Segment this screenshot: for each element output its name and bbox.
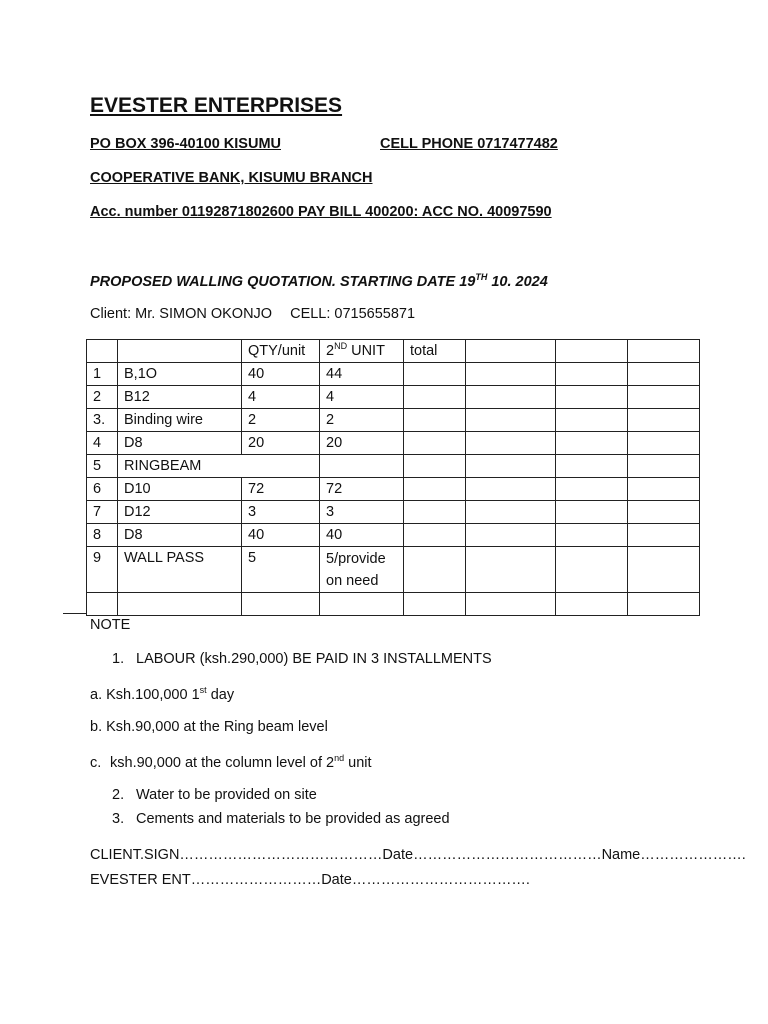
note-title: NOTE xyxy=(90,617,131,633)
note-a-prefix: a. Ksh.100,000 1 xyxy=(90,686,200,703)
header-cell xyxy=(628,340,700,363)
row-empty xyxy=(628,524,700,547)
row-empty xyxy=(628,363,700,386)
header-qty: QTY/unit xyxy=(242,340,320,363)
table-row xyxy=(87,409,700,432)
row-item xyxy=(118,593,242,616)
unit2-prefix: 2 xyxy=(326,343,335,359)
note-item-2 xyxy=(112,787,317,803)
note-c-prefix: ksh.90,000 at the column level of 2 xyxy=(110,754,335,771)
unit2-suffix: UNIT xyxy=(347,343,385,359)
row-unit2: 4 xyxy=(320,386,404,409)
row-empty xyxy=(556,501,628,524)
table-row xyxy=(87,478,700,501)
client-line xyxy=(90,306,415,322)
row-qty: 20 xyxy=(242,432,320,455)
row-empty xyxy=(556,386,628,409)
row-unit2 xyxy=(320,593,404,616)
row-qty: 3 xyxy=(242,501,320,524)
row-number: 6 xyxy=(87,478,118,501)
row-unit2: 3 xyxy=(320,501,404,524)
account-details: Acc. number 01192871802600 PAY BILL 400200: ACC NO. 40097590 xyxy=(90,204,552,220)
row-unit2: 20 xyxy=(320,432,404,455)
header-cell xyxy=(466,340,556,363)
row-empty xyxy=(628,455,700,478)
row-empty xyxy=(466,593,556,616)
row-total xyxy=(404,455,466,478)
row-total xyxy=(404,432,466,455)
row-number: 9 xyxy=(87,547,118,593)
table-row xyxy=(87,547,700,593)
table-row xyxy=(87,524,700,547)
proposal-suffix: 10. 2024 xyxy=(487,273,548,290)
table-row xyxy=(87,363,700,386)
row-empty xyxy=(628,501,700,524)
header-cell xyxy=(118,340,242,363)
row-item: D8 xyxy=(118,524,242,547)
client-signature-line: CLIENT.SIGN……………………………………Date…………………………………Name…………………. xyxy=(90,847,746,863)
note-text: Water to be provided on site xyxy=(136,787,317,803)
row-empty xyxy=(466,547,556,593)
row-empty xyxy=(466,455,556,478)
row-total xyxy=(404,386,466,409)
row-number: 3. xyxy=(87,409,118,432)
row-item: WALL PASS xyxy=(118,547,242,593)
note-c xyxy=(90,753,372,771)
table-row xyxy=(87,455,700,478)
cell-phone: CELL PHONE 0717477482 xyxy=(380,136,558,152)
row-item: Binding wire xyxy=(118,409,242,432)
row-unit2: 2 xyxy=(320,409,404,432)
row-unit2: 40 xyxy=(320,524,404,547)
header-cell xyxy=(87,340,118,363)
table-row xyxy=(87,593,700,616)
row-qty: 72 xyxy=(242,478,320,501)
header-cell xyxy=(556,340,628,363)
row-empty xyxy=(466,409,556,432)
note-a-sup: st xyxy=(199,685,207,695)
row-qty: 40 xyxy=(242,363,320,386)
table-row xyxy=(87,432,700,455)
row-item: RINGBEAM xyxy=(118,455,320,478)
row-item: D10 xyxy=(118,478,242,501)
client-cell: CELL: 0715655871 xyxy=(290,306,416,322)
row-total xyxy=(404,409,466,432)
row-empty xyxy=(556,363,628,386)
row-empty xyxy=(556,478,628,501)
row-empty xyxy=(556,455,628,478)
header-unit2 xyxy=(320,340,404,363)
row-total xyxy=(404,593,466,616)
row-number: 5 xyxy=(87,455,118,478)
row-empty xyxy=(466,478,556,501)
row-qty: 4 xyxy=(242,386,320,409)
row-empty xyxy=(466,386,556,409)
row-empty xyxy=(466,524,556,547)
row-number xyxy=(87,593,118,616)
row-unit2 xyxy=(320,455,404,478)
row-empty xyxy=(628,432,700,455)
row-unit2: 5/provide on need xyxy=(320,547,404,593)
row-empty xyxy=(628,478,700,501)
quotation-table xyxy=(86,339,700,616)
row-empty xyxy=(628,409,700,432)
table-row xyxy=(87,386,700,409)
row-item: B12 xyxy=(118,386,242,409)
row-item: D12 xyxy=(118,501,242,524)
row-number: 7 xyxy=(87,501,118,524)
proposal-sup: TH xyxy=(475,272,488,282)
unit2-sup: ND xyxy=(334,341,348,352)
row-qty: 40 xyxy=(242,524,320,547)
row-unit2: 72 xyxy=(320,478,404,501)
row-qty xyxy=(242,593,320,616)
row-total xyxy=(404,547,466,593)
note-item-3 xyxy=(112,811,450,827)
row-empty xyxy=(628,386,700,409)
row-empty xyxy=(466,432,556,455)
row-number: 4 xyxy=(87,432,118,455)
row-total xyxy=(404,363,466,386)
header-total: total xyxy=(404,340,466,363)
row-empty xyxy=(466,363,556,386)
row-empty xyxy=(628,547,700,593)
table-header-row xyxy=(87,340,700,363)
company-name: EVESTER ENTERPRISES xyxy=(90,94,343,117)
note-a-suffix: day xyxy=(206,686,235,703)
bank-name: COOPERATIVE BANK, KISUMU BRANCH xyxy=(90,170,373,186)
po-box: PO BOX 396-40100 KISUMU xyxy=(90,136,281,152)
row-empty xyxy=(556,524,628,547)
client-name: Client: Mr. SIMON OKONJO xyxy=(90,306,273,322)
note-a xyxy=(90,685,234,703)
row-empty xyxy=(556,547,628,593)
note-text: Cements and materials to be provided as agreed xyxy=(136,811,450,827)
row-total xyxy=(404,478,466,501)
row-empty xyxy=(466,501,556,524)
row-item: D8 xyxy=(118,432,242,455)
note-item-1 xyxy=(112,651,492,667)
row-empty xyxy=(556,409,628,432)
evester-signature-line: EVESTER ENT………………………Date………………………………. xyxy=(90,872,530,888)
row-qty: 2 xyxy=(242,409,320,432)
row-qty: 5 xyxy=(242,547,320,593)
note-number: 1. xyxy=(112,651,125,667)
proposal-title xyxy=(90,272,548,290)
proposal-prefix: PROPOSED WALLING QUOTATION. STARTING DATE 19 xyxy=(90,273,476,290)
note-c-suffix: unit xyxy=(344,754,372,771)
note-number: 3. xyxy=(112,811,125,827)
row-total xyxy=(404,501,466,524)
table-stub-line xyxy=(63,613,87,614)
row-empty xyxy=(628,593,700,616)
row-empty xyxy=(556,593,628,616)
note-text: LABOUR (ksh.290,000) BE PAID IN 3 INSTALLMENTS xyxy=(136,651,492,667)
table-row xyxy=(87,501,700,524)
row-unit2: 44 xyxy=(320,363,404,386)
note-number: 2. xyxy=(112,787,125,803)
row-item: B,1O xyxy=(118,363,242,386)
row-number: 8 xyxy=(87,524,118,547)
row-number: 1 xyxy=(87,363,118,386)
note-c-sup: nd xyxy=(334,753,345,763)
row-total xyxy=(404,524,466,547)
row-number: 2 xyxy=(87,386,118,409)
note-b: b. Ksh.90,000 at the Ring beam level xyxy=(90,719,328,735)
note-c-label: c. xyxy=(90,754,102,771)
row-empty xyxy=(556,432,628,455)
